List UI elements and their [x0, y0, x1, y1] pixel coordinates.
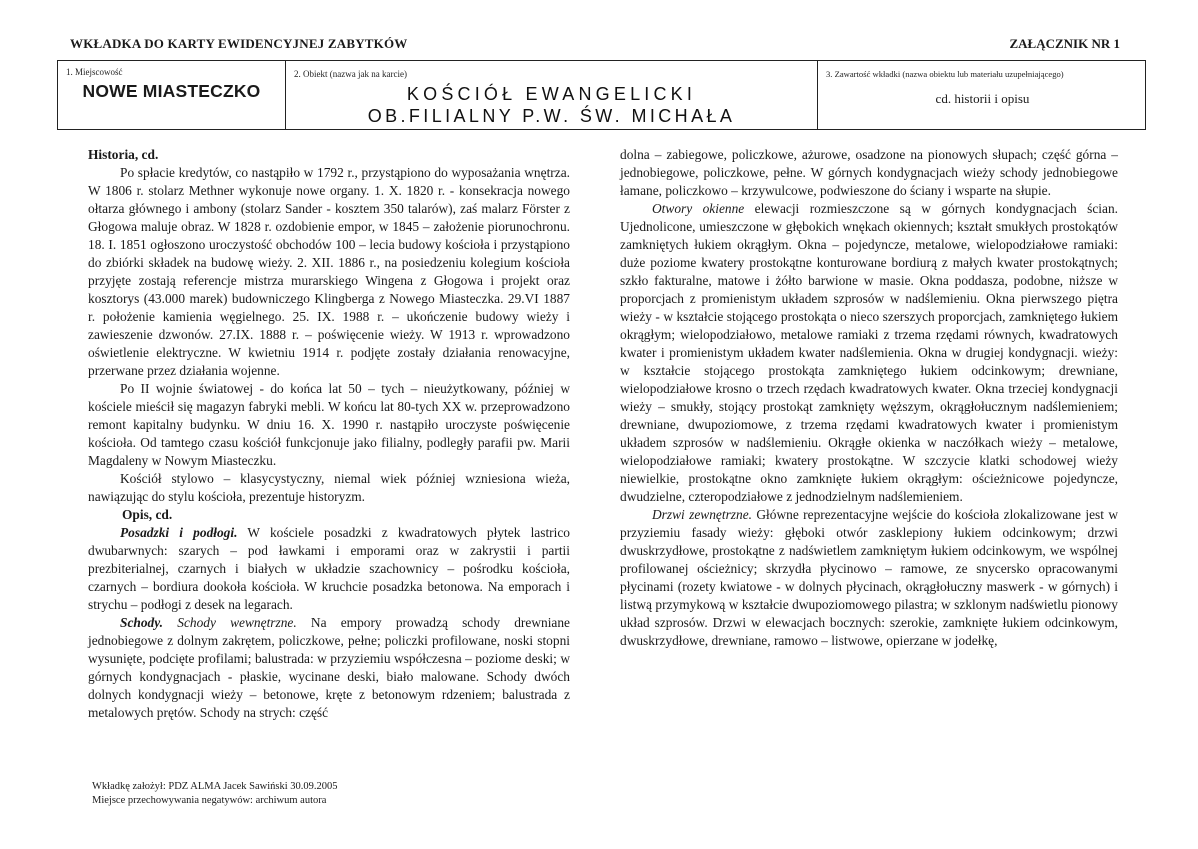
- footer-author: Wkładkę założył: PDZ ALMA Jacek Sawiński 30.09.2005: [92, 781, 338, 792]
- doors-paragraph: [620, 506, 1118, 650]
- floors-title: Posadzki i podłogi.: [120, 525, 238, 540]
- floors-paragraph: [88, 524, 570, 614]
- object-name-line2: OB.FILIALNY P.W. ŚW. MICHAŁA: [367, 106, 736, 126]
- windows-paragraph: [620, 200, 1118, 506]
- locality-value: NOWE MIASTECZKO: [82, 81, 261, 101]
- footer: [92, 780, 338, 808]
- footer-negatives: Miejsce przechowywania negatywów: archiwum autora: [92, 795, 327, 806]
- description-heading: Opis, cd.: [122, 507, 173, 522]
- history-paragraph-2: Po II wojnie światowej - do końca lat 50 – tych – nieużytkowany, później w kościele mieścił się magazyn fabryki mebli. W końcu lat 80-tych XX w. przeprowadzono remont kapitalny budynku. W dniu 16. X. 1990 r. nastąpiło uroczyste poświęcenie kościoła. Od tamtego czasu kościół funkcjonuje jako filialny, podległy parafii pw. Marii Magdaleny w Nowym Miasteczku.: [88, 381, 570, 468]
- stairs-paragraph: [88, 614, 570, 722]
- locality-cell: [58, 61, 286, 129]
- stairs-subtitle: Schody wewnętrzne.: [177, 615, 297, 630]
- locality-label: 1. Miejscowość: [66, 67, 123, 77]
- contents-value: cd. historii i opisu: [935, 91, 1030, 106]
- floors-text: W kościele posadzki z kwadratowych płytek lastrico dwubarwnych: szarych – pod ławkami i emporami oraz w zakrystii i partii prezbiterialnej, czarnych i białych w układzie szachownicy – pośrodku kościoła, czarnych – bordiura dookoła kościoła. W kruchcie posadzka betonowa. Na emporach i strychu – podłogi z desek na legarach.: [88, 525, 570, 612]
- stairs-continuation: dolna – zabiegowe, policzkowe, ażurowe, osadzone na pionowych słupach; część górna – jednobiegowe, policzkowe, pełne. W górnych kondygnacjach wieży schody jednobiegowe łamane, policzkowo – krzywulcowe, podwieszone do ściany i wsparte na słupie.: [620, 147, 1118, 198]
- windows-text: elewacji rozmieszczone są w górnych kondygnacjach ścian. Ujednolicone, umieszczone w głębokich wnękach okiennych; kształt smukłych prostokątów zamkniętych łukiem okrągłym. Okna – pojedyncze, metalowe, wielopodziałowe ramiaki: duże poziome kwatery prostokątne konturowane bordiurą z małych kwater prostokątnych; szkło fakturalne, matowe i żółto barwione w masie. Okna poddasza, podobne, niższe w proporcjach z promienistym układem szprosów w nadślemieniu. Okna pierwszego piętra wieży - w kształcie stojącego prostokąta o nieco szerszych proporcjach, zamkniętego łukiem okrągłym; wielopodziałowo, metalowe ramiaki z trzema rzędami równych, kwadratowych kwater i promienistym układem kwater nadślemienia. Okna w drugiej kondygnacji. wieży: w kształcie stojącego prostokąta zamkniętego łukiem odcinkowym; drewniane, wielopodziałowe krosno o trzech rzędach kwadratowych kwater. Okna trzeciej kondygnacji wieży – smukły, stojący prostokąt zamknięty węższym, okrągłołucznym nadślemieniem; drewniane, dwupoziomowe, z trzema rzędami kwadratowych kwater i promienistym układem szprosów w nadślemieniu. Okrągłe okienka w naczółkach wieży – metalowe, wielopodziałowe ramiaki; kwatery prostokątne. W szczycie klatki schodowej wieży niewielkie, prostokątne okno zamknięte łukiem okrągłym: ościeżnicowe pojedyncze, dwudzielne, czteropodziałowe z jednodzielnym nadślemieniem.: [620, 201, 1118, 504]
- object-name-line1: KOŚCIÓŁ EWANGELICKI: [406, 84, 697, 104]
- doors-title: Drzwi zewnętrzne.: [652, 507, 752, 522]
- stairs-title: Schody.: [120, 615, 164, 630]
- left-column: [88, 146, 570, 722]
- contents-cell: [818, 61, 1147, 129]
- header-table: [57, 60, 1146, 130]
- stairs-text: Na empory prowadzą schody drewniane jednobiegowe z dolnym zakrętem, policzkowe, pełne; policzki profilowane, noski stopni wysunięte, podcięte profilami; balustrada: w przyziemiu współczesna – poziome deski; w górnych kondygnacjach - płaskie, wycinane deski, biało malowane. Schody dwóch dolnych kondygnacji wieży – betonowe, kręte z betonowym rdzeniem; balustrada z metalowych prętów. Schody na strych: część: [88, 615, 570, 720]
- right-column: [620, 146, 1118, 650]
- object-cell: [286, 61, 818, 129]
- windows-title: Otwory okienne: [652, 201, 745, 216]
- document-title: WKŁADKA DO KARTY EWIDENCYJNEJ ZABYTKÓW: [70, 36, 408, 51]
- history-heading: Historia, cd.: [88, 147, 159, 162]
- object-label: 2. Obiekt (nazwa jak na karcie): [294, 69, 407, 79]
- contents-label: 3. Zawartość wkładki (nazwa obiektu lub materiału uzupełniającego): [826, 69, 1064, 79]
- history-paragraph-3: Kościół stylowo – klasycystyczny, niemal wiek później wzniesiona wieża, nawiązując do stylu kościoła, prezentuje historyzm.: [88, 471, 570, 504]
- annex-number: ZAŁĄCZNIK NR 1: [1009, 36, 1120, 51]
- history-paragraph-1: Po spłacie kredytów, co nastąpiło w 1792 r., przystąpiono do wyposażania wnętrza. W 1806 r. stolarz Methner wykonuje nowe organy. 1. X. 1820 r. - konsekracja nowego ołtarza głównego i ambony (stolarz Sander - kosztem 350 talarów), zaś malarz Förster z Głogowa maluje obraz. W 1828 r. ozdobienie empor, w 1845 – założenie piorunochronu. 18. I. 1851 ogłoszono uroczystość obchodów 100 – lecia budowy kościoła i przystąpiono do zbiórki składek na budowę wieży. 2. XII. 1886 r., na posiedzeniu kolegium kościoła przyjęte zostają referencje mistrza murarskiego Wingena z Głogowa i projekt oraz kosztorys (43.000 marek) budowniczego Klingberga z Nowego Miasteczka. 29.VI 1887 r. położenie kamienia węgielnego. 25. IX. 1988 r. – ukończenie budowy wieży i zawieszenie dzwonów. 27.IX. 1888 r. – poświęcenie wieży. W 1913 r. wprowadzono oświetlenie elektryczne. W kwietniu 1914 r. podjęte zostały działania renowacyjne, przerwane przez działania wojenne.: [88, 165, 570, 378]
- doors-text: Główne reprezentacyjne wejście do kościoła zlokalizowane jest w przyziemiu fasady wieży: głęboki otwór zasklepiony łukiem odcinkowym; drzwi dwuskrzydłowe, prostokątne z nadświetlem zamkniętym łukiem odcinkowym, we wspólnej profilowanej ościeżnicy; skrzydła płycinowo – ramowe, ze snycersko opracowanymi płycinami (rozety kwiatowe - w dolnych płycinach, okrągłołuczny maswerk - w górnych) i listwą przymykową w kształcie dwupoziomowego pilastra; w szklonym nadświetlu pionowy układ szprosów. Drzwi w elewacjach bocznych: szerokie, zamknięte łukiem odcinkowym, dwuskrzydłowe, drewniane, ramowo – listwowe, opierzane w jodełkę,: [620, 507, 1119, 648]
